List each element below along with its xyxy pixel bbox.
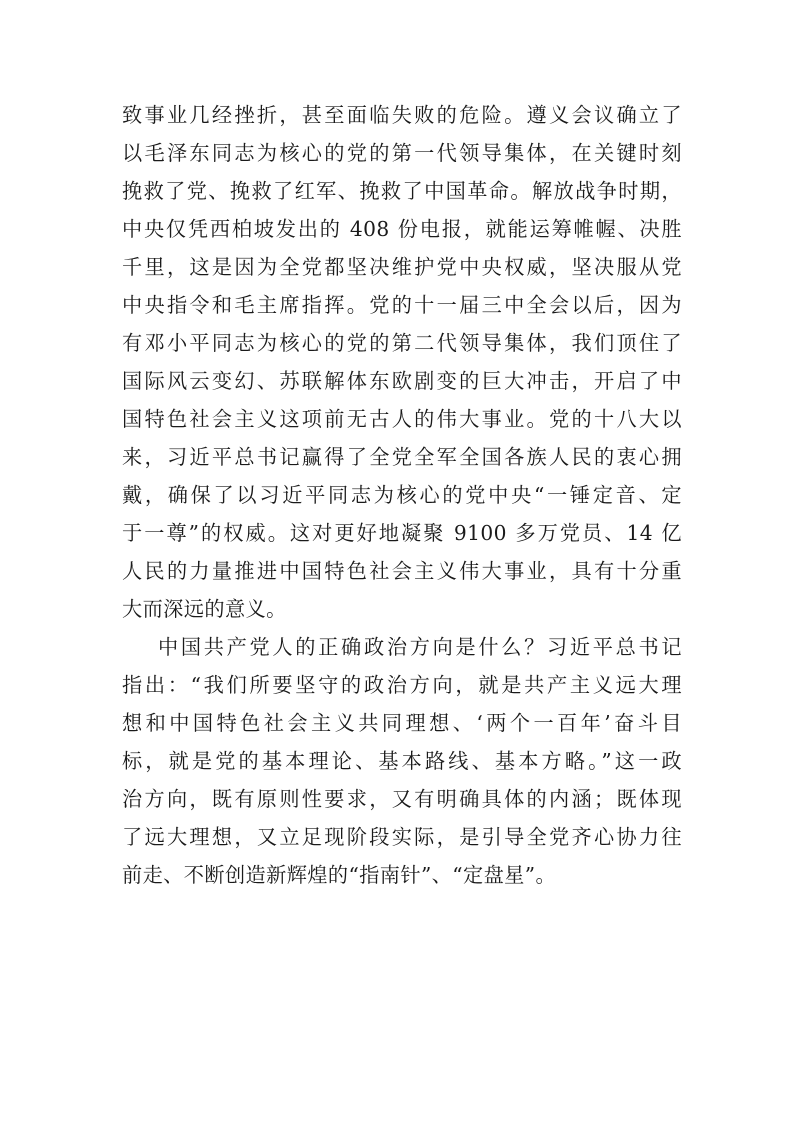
paragraph-line: 来，习近平总书记赢得了全党全军全国各族人民的衷心拥 xyxy=(122,445,682,469)
paragraph-line: 国际风云变幻、苏联解体东欧剧变的巨大冲击，开启了中 xyxy=(122,369,682,393)
document-body xyxy=(122,96,682,894)
paragraph-line: 于一尊”的权威。这对更好地凝聚 9100 多万党员、14 亿 xyxy=(122,521,682,545)
paragraph-line: 中央指令和毛主席指挥。党的十一届三中全会以后，因为 xyxy=(122,293,682,317)
paragraph-line: 有邓小平同志为核心的党的第二代领导集体，我们顶住了 xyxy=(122,331,682,355)
paragraph-line: 以毛泽东同志为核心的党的第一代领导集体，在关键时刻 xyxy=(122,141,682,165)
paragraph-line: 了远大理想，又立足现阶段实际，是引导全党齐心协力往 xyxy=(122,825,682,849)
paragraph-line: 想和中国特色社会主义共同理想、‘两个一百年’奋斗目 xyxy=(122,711,682,735)
paragraph-line: 人民的力量推进中国特色社会主义伟大事业，具有十分重 xyxy=(122,559,682,583)
paragraph-line: 标，就是党的基本理论、基本路线、基本方略。”这一政 xyxy=(122,749,682,773)
paragraph-line: 中央仅凭西柏坡发出的 408 份电报，就能运筹帷幄、决胜 xyxy=(122,217,682,241)
paragraph-line: 指出：“我们所要坚守的政治方向，就是共产主义远大理 xyxy=(122,673,682,697)
paragraph-line: 千里，这是因为全党都坚决维护党中央权威，坚决服从党 xyxy=(122,255,682,279)
paragraph-line: 前走、不断创造新辉煌的“指南针”、“定盘星”。 xyxy=(122,863,557,887)
paragraph-line: 大而深远的意义。 xyxy=(122,597,287,621)
paragraph-line: 挽救了党、挽救了红军、挽救了中国革命。解放战争时期， xyxy=(122,179,682,203)
paragraph-line: 戴，确保了以习近平同志为核心的党中央“一锤定音、定 xyxy=(122,483,682,507)
paragraph-line: 中国共产党人的正确政治方向是什么？习近平总书记 xyxy=(158,635,682,659)
paragraph-line: 国特色社会主义这项前无古人的伟大事业。党的十八大以 xyxy=(122,407,682,431)
paragraph-line: 致事业几经挫折，甚至面临失败的危险。遵义会议确立了 xyxy=(122,103,682,127)
paragraph-line: 治方向，既有原则性要求，又有明确具体的内涵；既体现 xyxy=(122,787,682,811)
